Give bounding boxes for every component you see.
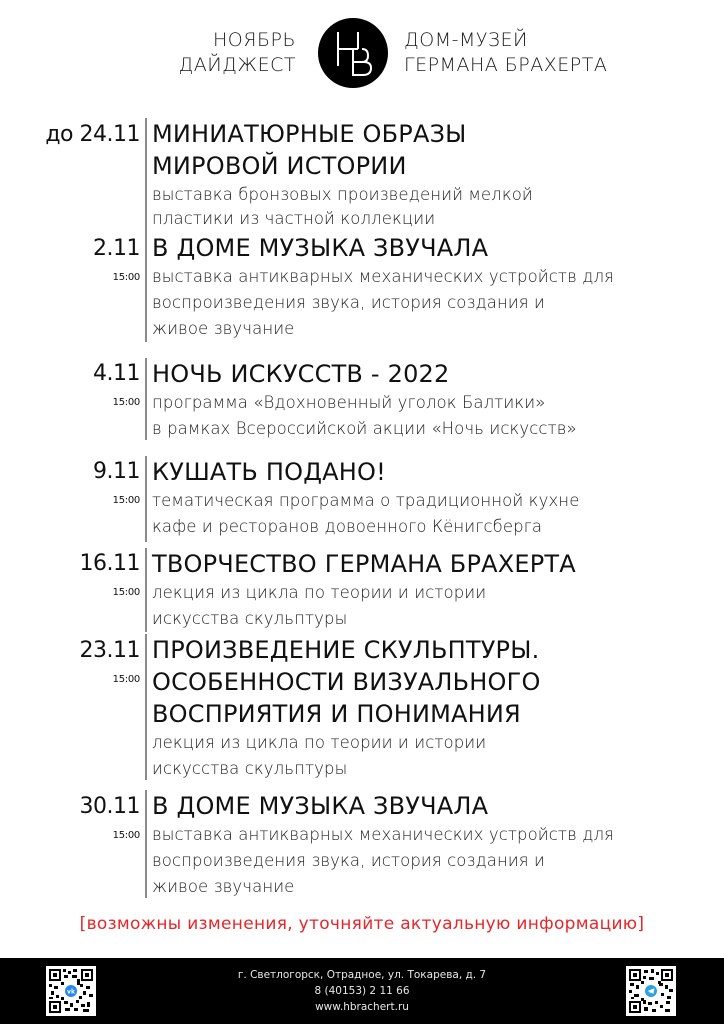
- event-description: программа «Вдохновенный уголок Балтики» в рамках Всероссийской акции «Ночь искусств»: [152, 393, 577, 438]
- event-description: выставка бронзовых произведений мелкой пластики из частной коллекции: [152, 185, 533, 228]
- event-description: выставка антикварных механических устройств для воспроизведения звука, история создания и живое звучание: [152, 825, 614, 896]
- event-date: 9.11: [93, 459, 140, 484]
- phone[interactable]: 8 (40153) 2 11 66: [314, 985, 410, 997]
- divider-line: [145, 118, 147, 232]
- event-date: 4.11: [93, 361, 140, 386]
- event-time: 15:00: [112, 397, 140, 408]
- event-date: 2.11: [93, 236, 140, 261]
- event-time: 15:00: [112, 495, 140, 506]
- event-title: В ДОМЕ МУЗЫКА ЗВУЧАЛА: [152, 792, 489, 820]
- changes-notice: [возможны изменения, уточняйте актуальную информацию]: [79, 914, 645, 934]
- event-title: НОЧЬ ИСКУССТВ - 2022: [152, 360, 450, 388]
- event-title: ПРОИЗВЕДЕНИЕ СКУЛЬПТУРЫ. ОСОБЕННОСТИ ВИЗУАЛЬНОГО ВОСПРИЯТИЯ И ПОНИМАНИЯ: [152, 636, 541, 728]
- divider-line: [145, 456, 147, 542]
- address: г. Светлогорск, Отрадное, ул. Токарева, д. 7: [237, 969, 487, 981]
- header: [0, 0, 724, 110]
- event-title: ТВОРЧЕСТВО ГЕРМАНА БРАХЕРТА: [152, 550, 576, 578]
- telegram-qr-code[interactable]: [626, 966, 676, 1016]
- museum-person: ГЕРМАНА БРАХЕРТА: [404, 54, 608, 76]
- contact-info: [0, 967, 724, 1015]
- event-description: лекция из цикла по теории и истории искусства скульптуры: [152, 733, 487, 778]
- event-title: КУШАТЬ ПОДАНО!: [152, 458, 386, 486]
- event-date: 30.11: [79, 794, 140, 819]
- museum-type: ДОМ-МУЗЕЙ: [404, 29, 528, 51]
- divider-line: [145, 634, 147, 780]
- divider-line: [145, 358, 147, 440]
- museum-name: [404, 28, 607, 78]
- event-date: до 24.11: [45, 122, 140, 147]
- event-date: 23.11: [79, 638, 140, 663]
- event-description: тематическая программа о традиционной кухне кафе и ресторанов довоенного Кёнигсберга: [152, 491, 580, 536]
- month-label: НОЯБРЬ: [213, 29, 296, 51]
- event-description: выставка антикварных механических устройств для воспроизведения звука, история создания и живое звучание: [152, 267, 614, 338]
- divider-line: [145, 548, 147, 632]
- event-title: В ДОМЕ МУЗЫКА ЗВУЧАЛА: [152, 234, 489, 262]
- divider-line: [145, 790, 147, 898]
- divider-line: [145, 232, 147, 342]
- qr-code-icon: [629, 969, 673, 1013]
- website-link[interactable]: www.hbrachert.ru: [315, 1001, 409, 1013]
- digest-label: [179, 28, 296, 78]
- event-description: лекция из цикла по теории и истории искусства скульптуры: [152, 583, 487, 628]
- footer: [0, 958, 724, 1024]
- event-time: 15:00: [112, 587, 140, 598]
- event-title: МИНИАТЮРНЫЕ ОБРАЗЫ МИРОВОЙ ИСТОРИИ: [152, 120, 467, 180]
- digest-word: ДАЙДЖЕСТ: [178, 54, 296, 76]
- svg-text:vk: vk: [67, 988, 75, 996]
- museum-logo: [318, 18, 388, 88]
- event-time: 15:00: [112, 272, 140, 283]
- event-time: 15:00: [112, 674, 140, 685]
- hb-logo-icon: [318, 18, 388, 88]
- event-time: 15:00: [112, 830, 140, 841]
- event-date: 16.11: [79, 551, 140, 576]
